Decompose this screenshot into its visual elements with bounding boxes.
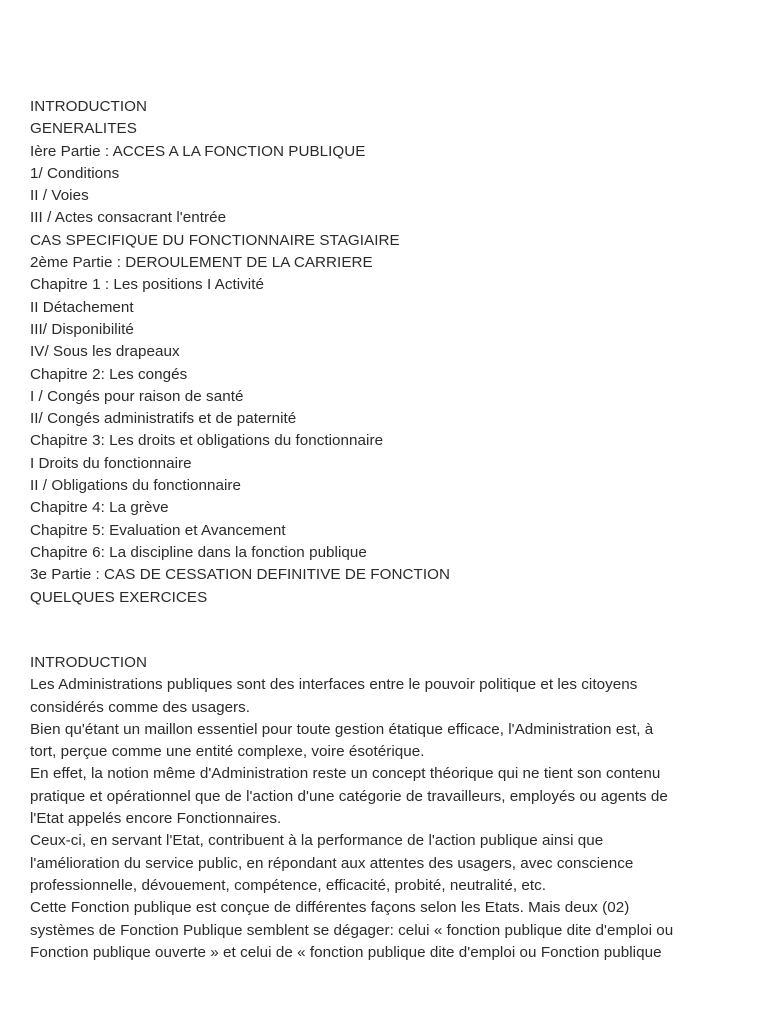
toc-entry: Ière Partie : ACCES A LA FONCTION PUBLIQUE xyxy=(30,142,366,160)
toc-entry: Chapitre 6: La discipline dans la fonction publique xyxy=(30,543,367,561)
toc-entry: II / Obligations du fonctionnaire xyxy=(30,477,242,495)
paragraph-line: l'Etat appelés encore Fonctionnaires. xyxy=(30,810,282,828)
toc-entry: II / Voies xyxy=(30,187,89,205)
paragraph-line: pratique et opérationnel que de l'action d'une catégorie de travailleurs, employés ou agents de xyxy=(30,787,668,805)
toc-entry: IV/ Sous les drapeaux xyxy=(30,343,180,361)
introduction-section xyxy=(30,652,742,964)
table-of-contents xyxy=(30,96,742,609)
paragraph-line: systèmes de Fonction Publique semblent se dégager: celui « fonction publique dite d'emploi ou xyxy=(30,921,674,939)
toc-entry: II/ Congés administratifs et de paternité xyxy=(30,410,297,428)
paragraph-line: Les Administrations publiques sont des interfaces entre le pouvoir politique et les citoyens xyxy=(30,676,638,694)
toc-entry: III / Actes consacrant l'entrée xyxy=(30,209,227,227)
toc-entry: 3e Partie : CAS DE CESSATION DEFINITIVE DE FONCTION xyxy=(30,566,450,584)
toc-entry: I Droits du fonctionnaire xyxy=(30,454,192,472)
toc-entry: Chapitre 1 : Les positions I Activité xyxy=(30,276,264,294)
paragraph-line: Ceux-ci, en servant l'Etat, contribuent à la performance de l'action publique ainsi que xyxy=(30,832,604,850)
paragraph-line: l'amélioration du service public, en répondant aux attentes des usagers, avec conscience xyxy=(30,854,634,872)
toc-entry: I / Congés pour raison de santé xyxy=(30,387,244,405)
toc-entry: 1/ Conditions xyxy=(30,164,120,182)
toc-entry: Chapitre 5: Evaluation et Avancement xyxy=(30,521,286,539)
toc-entry: II Détachement xyxy=(30,298,134,316)
paragraph-line: Bien qu'étant un maillon essentiel pour toute gestion étatique efficace, l'Administration est, à xyxy=(30,720,654,738)
toc-entry: INTRODUCTION xyxy=(30,98,148,115)
toc-entry: GENERALITES xyxy=(30,120,137,138)
paragraph-line: tort, perçue comme une entité complexe, voire ésotérique. xyxy=(30,743,425,761)
toc-entry: QUELQUES EXERCICES xyxy=(30,588,208,606)
paragraph-line: En effet, la notion même d'Administration reste un concept théorique qui ne tient son contenu xyxy=(30,765,661,783)
toc-list xyxy=(30,96,742,609)
toc-entry: III/ Disponibilité xyxy=(30,320,134,338)
paragraph-line: professionnelle, dévouement, compétence, efficacité, probité, neutralité, etc. xyxy=(30,876,547,894)
toc-entry: CAS SPECIFIQUE DU FONCTIONNAIRE STAGIAIRE xyxy=(30,231,400,249)
toc-entry: Chapitre 4: La grève xyxy=(30,499,169,517)
section-heading: INTRODUCTION xyxy=(30,654,148,671)
paragraph-line: Cette Fonction publique est conçue de différentes façons selon les Etats. Mais deux (02) xyxy=(30,899,630,917)
paragraph-line: considérés comme des usagers. xyxy=(30,698,251,716)
paragraph-line: Fonction publique ouverte » et celui de « fonction publique dite d'emploi ou Fonction publique xyxy=(30,943,662,961)
toc-entry: Chapitre 3: Les droits et obligations du fonctionnaire xyxy=(30,432,384,450)
toc-entry: 2ème Partie : DEROULEMENT DE LA CARRIERE xyxy=(30,254,373,272)
toc-entry: Chapitre 2: Les congés xyxy=(30,365,188,383)
